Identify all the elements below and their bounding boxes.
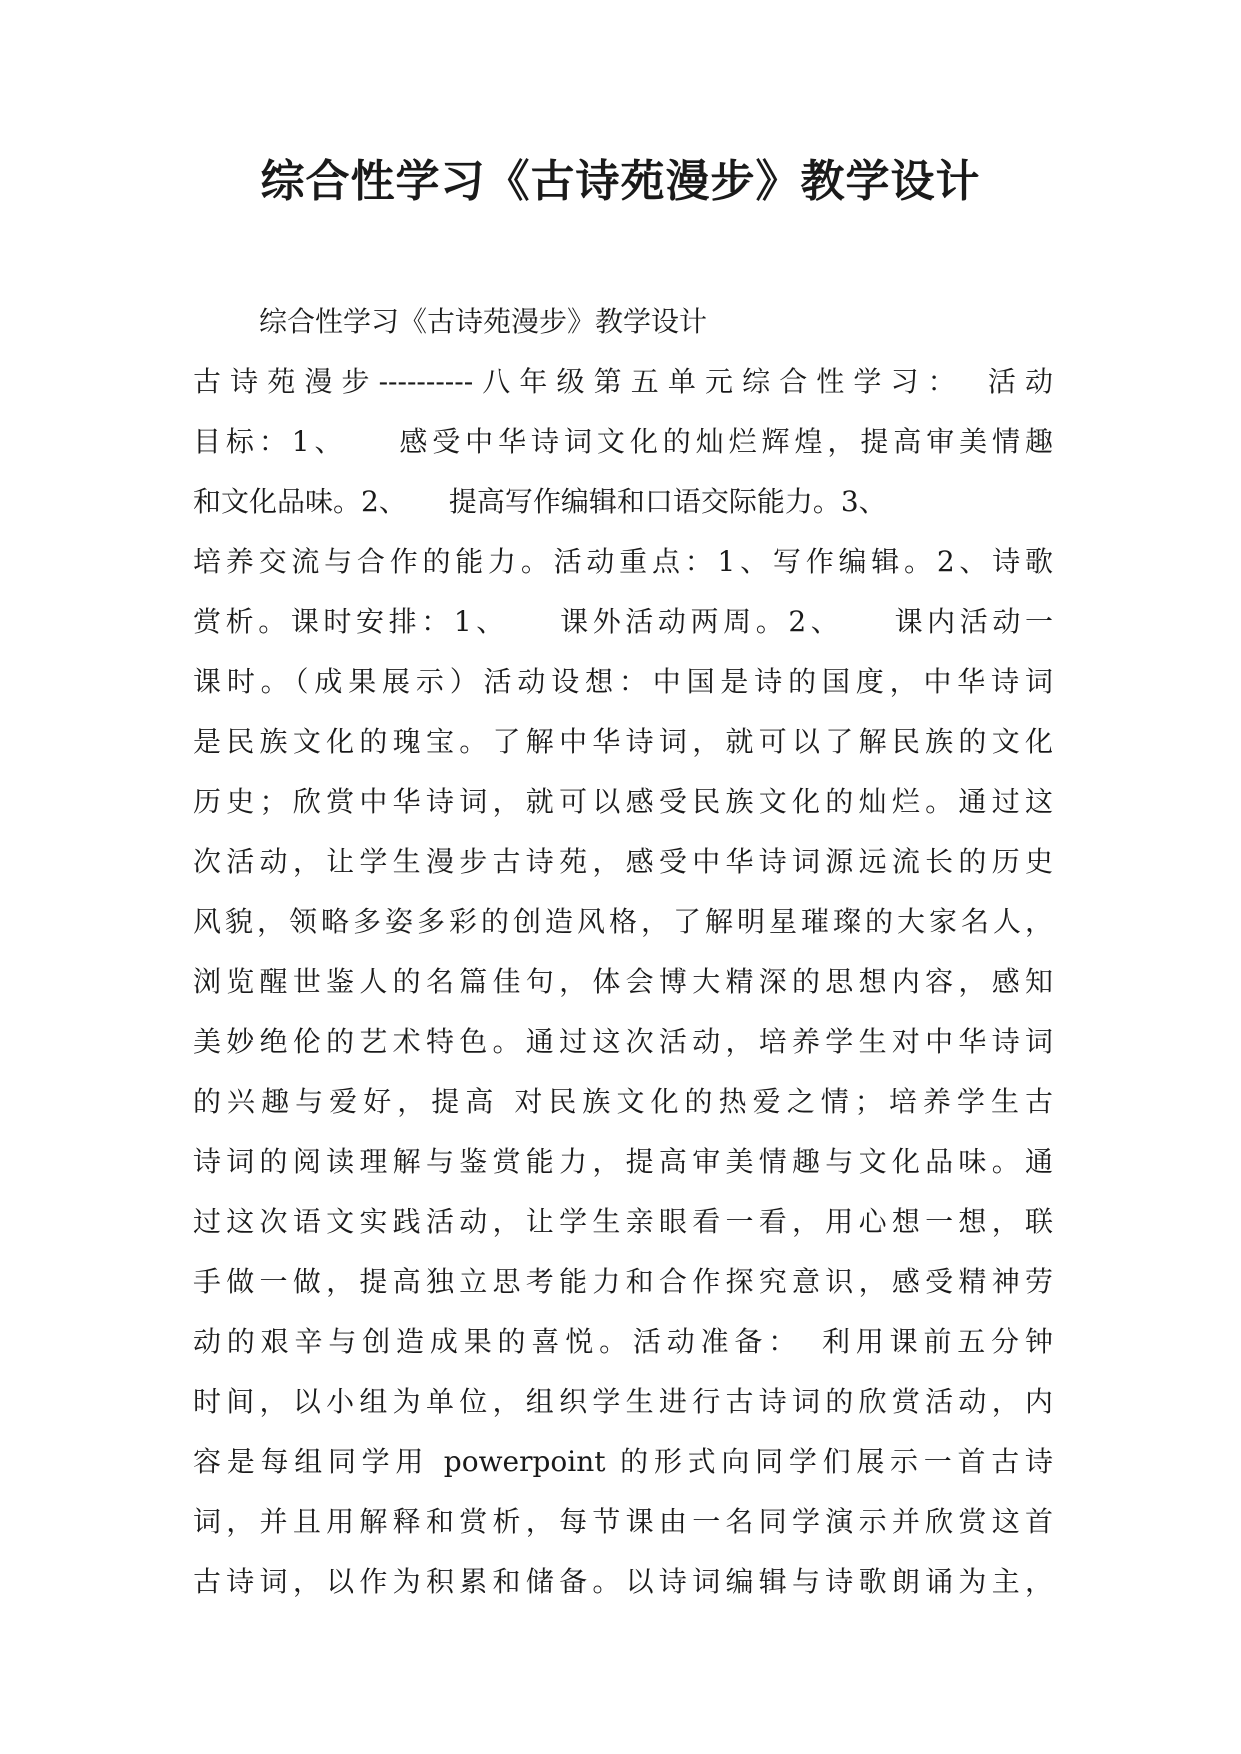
body-line: 赏析。课时安排：1、 课外活动两周。2、 课内活动一 <box>193 605 1053 638</box>
body-line: 是民族文化的瑰宝。了解中华诗词，就可以了解民族的文化 <box>193 725 1053 758</box>
body-line: 手做一做，提高独立思考能力和合作探究意识，感受精神劳 <box>193 1265 1053 1298</box>
body-line: 课时。（成果展示）活动设想：中国是诗的国度，中华诗词 <box>193 665 1053 698</box>
body-line: 容是每组同学用 powerpoint 的形式向同学们展示一首古诗 <box>193 1445 1053 1478</box>
body-line: 风貌，领略多姿多彩的创造风格，了解明星璀璨的大家名人， <box>193 905 1053 938</box>
body-line: 古诗苑漫步----------八年级第五单元综合性学习： 活动 <box>193 365 1053 398</box>
document-body <box>193 292 1053 1612</box>
body-line: 历史；欣赏中华诗词，就可以感受民族文化的灿烂。通过这 <box>193 785 1053 818</box>
body-line: 动的艰辛与创造成果的喜悦。活动准备： 利用课前五分钟 <box>193 1325 1053 1358</box>
body-line: 目标：1、 感受中华诗词文化的灿烂辉煌，提高审美情趣 <box>193 425 1053 458</box>
body-line: 和文化品味。2、 提高写作编辑和口语交际能力。3、 <box>193 485 887 518</box>
body-line: 诗词的阅读理解与鉴赏能力，提高审美情趣与文化品味。通 <box>193 1145 1053 1178</box>
body-line: 次活动，让学生漫步古诗苑，感受中华诗词源远流长的历史 <box>193 845 1053 878</box>
body-line: 的兴趣与爱好，提高 对民族文化的热爱之情；培养学生古 <box>193 1085 1053 1118</box>
document-title: 综合性学习《古诗苑漫步》教学设计 <box>260 156 981 207</box>
body-line: 时间，以小组为单位，组织学生进行古诗词的欣赏活动，内 <box>193 1385 1053 1418</box>
body-line: 浏览醒世鉴人的名篇佳句，体会博大精深的思想内容，感知 <box>193 965 1053 998</box>
body-line: 培养交流与合作的能力。活动重点：1、写作编辑。2、诗歌 <box>193 545 1053 578</box>
body-line: 过这次语文实践活动，让学生亲眼看一看，用心想一想，联 <box>193 1205 1053 1238</box>
body-subtitle-line: 综合性学习《古诗苑漫步》教学设计 <box>259 305 708 338</box>
body-line: 古诗词，以作为积累和储备。以诗词编辑与诗歌朗诵为主， <box>193 1565 1053 1598</box>
body-line: 词，并且用解释和赏析，每节课由一名同学演示并欣赏这首 <box>193 1505 1053 1538</box>
body-line: 美妙绝伦的艺术特色。通过这次活动，培养学生对中华诗词 <box>193 1025 1053 1058</box>
